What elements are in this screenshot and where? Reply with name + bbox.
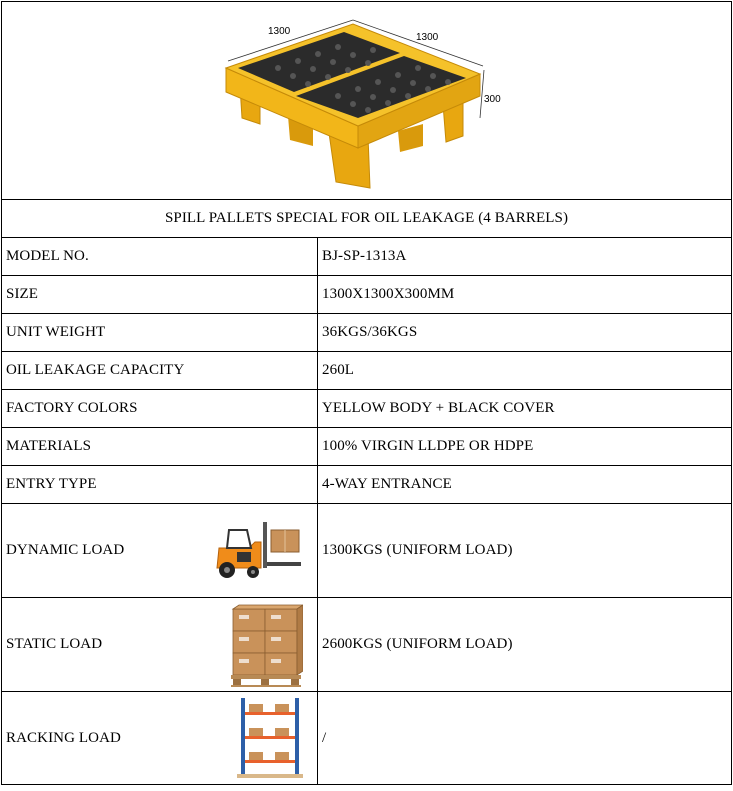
spill-pallet-image [218,6,518,196]
row-label: DYNAMIC LOAD [6,542,125,558]
row-label-cell [2,692,318,784]
table-row [2,389,731,427]
forklift-icon [211,520,303,582]
row-value: YELLOW BODY + BLACK COVER [322,400,555,416]
pallet-rack-icon [237,696,303,780]
row-value: / [322,729,327,746]
stacked-boxes-pallet-icon [229,603,303,687]
row-value: 1300KGS (UNIFORM LOAD) [322,542,513,558]
row-label: ENTRY TYPE [2,466,318,503]
product-image-row [2,2,731,199]
row-value: 260L [322,362,355,378]
row-value: 100% VIRGIN LLDPE OR HDPE [322,438,534,454]
row-label-cell [2,598,318,691]
row-label: SIZE [2,276,318,313]
table-row [2,597,731,691]
table-row [2,691,731,784]
title-row [2,199,731,237]
row-label: MATERIALS [2,428,318,465]
row-label: MODEL NO. [2,238,318,275]
table-row [2,313,731,351]
dimension-label-height: 300 [484,94,501,105]
row-label: STATIC LOAD [6,636,103,652]
row-value: BJ-SP-1313A [322,248,407,264]
row-label: FACTORY COLORS [2,390,318,427]
dimension-label-left: 1300 [268,26,291,37]
row-label-cell [2,504,318,597]
table-row [2,503,731,597]
row-value: 1300X1300X300MM [322,286,455,302]
row-value: 2600KGS (UNIFORM LOAD) [322,636,513,652]
table-row [2,427,731,465]
row-label: RACKING LOAD [6,729,121,746]
dimension-label-right: 1300 [416,32,439,43]
table-title: SPILL PALLETS SPECIAL FOR OIL LEAKAGE (4 BARRELS) [164,210,569,226]
row-value: 36KGS/36KGS [322,324,418,340]
row-value: 4-WAY ENTRANCE [322,476,452,492]
row-label: UNIT WEIGHT [2,314,318,351]
table-row [2,351,731,389]
table-row [2,237,731,275]
table-row [2,465,731,503]
row-label: OIL LEAKAGE CAPACITY [2,352,318,389]
spec-sheet [1,1,732,785]
table-row [2,275,731,313]
